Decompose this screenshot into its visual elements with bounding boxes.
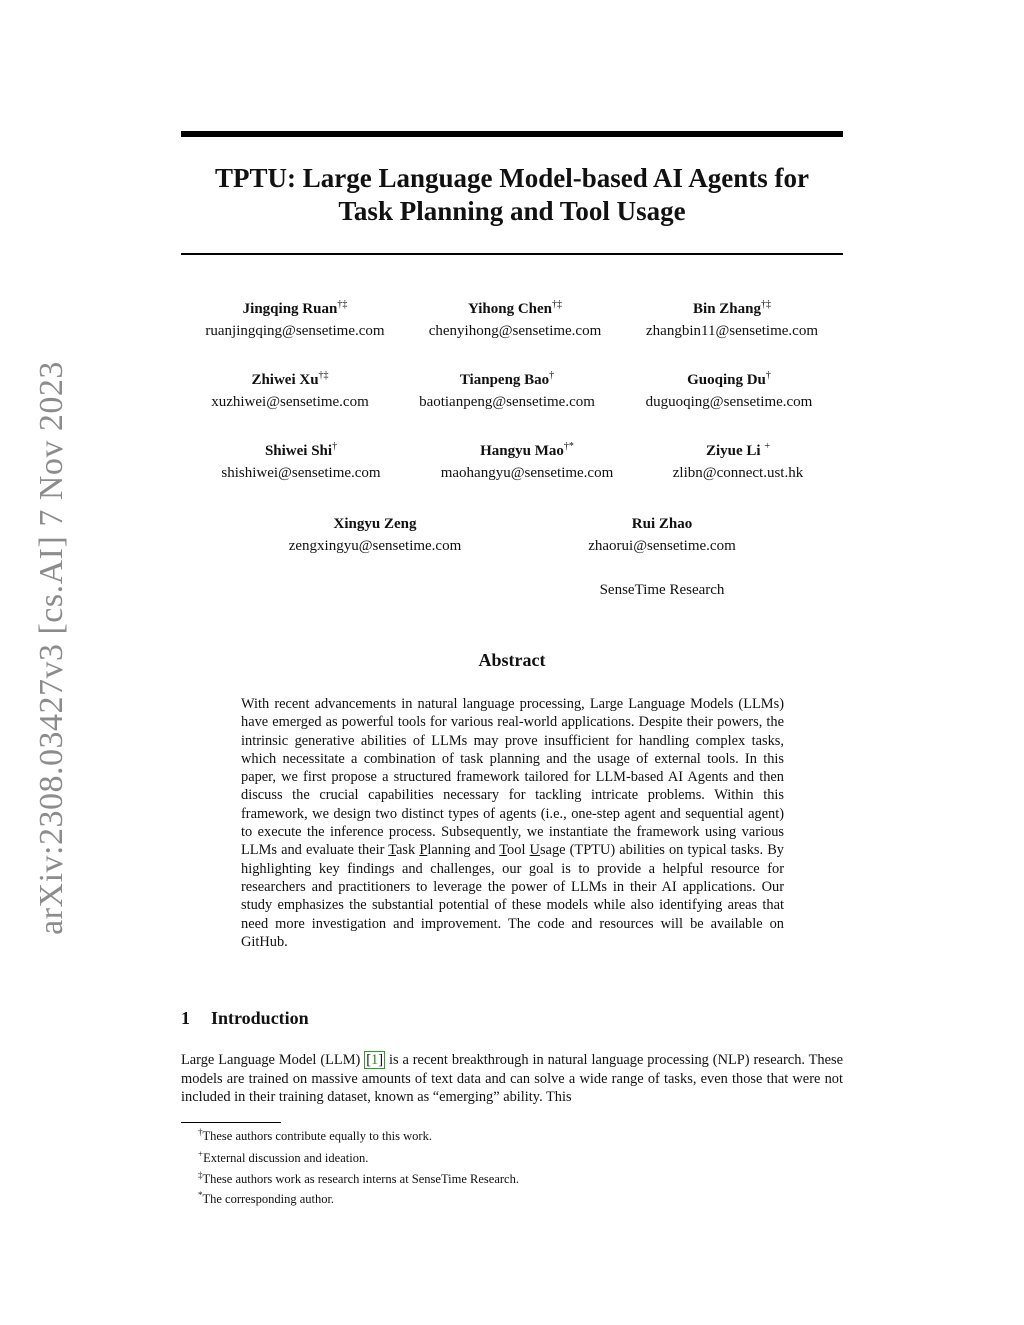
cite-bracket: [: [366, 1052, 372, 1068]
author-email: zlibn@connect.ust.hk: [672, 465, 804, 481]
arxiv-stamp: arXiv:2308.03427v3 [cs.AI] 7 Nov 2023: [33, 361, 70, 935]
intro-paragraph: [181, 1051, 843, 1107]
abstract-part: lanning and: [427, 842, 500, 859]
author-block: [562, 513, 762, 557]
author-email: zhaorui@sensetime.com: [588, 538, 736, 554]
author-marks: †: [765, 370, 771, 381]
title-line-1: TPTU: Large Language Model-based AI Agents for: [215, 163, 809, 193]
author-email: shishiwei@sensetime.com: [221, 465, 381, 481]
author-block: [195, 298, 395, 342]
underlined-letter: T: [499, 842, 508, 859]
affiliation: SenseTime Research: [599, 582, 725, 598]
author-email: xuzhiwei@sensetime.com: [211, 394, 369, 410]
author-name: Yihong Chen: [467, 301, 553, 317]
footnote: [198, 1128, 432, 1144]
cite-number: 1: [371, 1052, 379, 1068]
footnote-text: These authors contribute equally to this work.: [202, 1129, 432, 1143]
footnote: [198, 1150, 368, 1166]
abstract-part: With recent advancements in natural language processing, Large Language Models (LLMs) have emerged as powerful tools for various real-world applications. Despite their powers, the intrinsic generative abilities of LLMs may prove insufficient for handling complex tasks, which necessitate a combination of task planning and the usage of external tools. In this paper, we first propose a structured framework tailored for LLM-based AI Agents and then discuss the crucial capabilities necessary for tackling intricate problems. Within this framework, we design two distinct types of agents (i.e., one-step agent and sequential agent) to execute the inference process. Subsequently, we instantiate the framework using various LLMs and evaluate their: [241, 696, 784, 859]
underlined-letter: P: [419, 842, 428, 859]
author-email: ruanjingqing@sensetime.com: [205, 323, 385, 339]
author-block: [190, 369, 390, 413]
author-email: baotianpeng@sensetime.com: [419, 394, 595, 410]
author-email: duguoqing@sensetime.com: [645, 394, 813, 410]
author-marks: †: [332, 441, 338, 452]
footnote-text: These authors work as research interns at SenseTime Research.: [202, 1172, 519, 1186]
author-name: Zhiwei Xu: [251, 372, 319, 388]
author-marks: †‡: [552, 299, 563, 310]
title-bottom-rule: [181, 253, 843, 255]
footnote-rule: [181, 1122, 281, 1123]
author-block: [415, 298, 615, 342]
author-name: Bin Zhang: [693, 301, 761, 317]
abstract-part: sage (TPTU) abilities on typical tasks. By highlighting key findings and challenges, our goal is to provide a helpful resource for researchers and practitioners to leverage the power of LLMs in their AI applications. Our study emphasizes the substantial potential of these models while also identifying areas that need more investigation and improvement. The code and resources will be available on GitHub.: [241, 842, 784, 950]
author-marks: †*: [563, 441, 574, 452]
author-marks: †‡: [760, 299, 771, 310]
footnote-mark: ‡: [198, 1170, 203, 1180]
author-name: Xingyu Zeng: [333, 516, 417, 532]
underlined-letter: U: [529, 842, 540, 859]
abstract-text: [241, 695, 784, 951]
section-heading: [181, 1008, 309, 1029]
author-email: chenyihong@sensetime.com: [428, 323, 602, 339]
author-marks: †: [549, 370, 555, 381]
author-email: zengxingyu@sensetime.com: [288, 538, 462, 554]
author-block: [632, 298, 832, 342]
underlined-letter: T: [388, 842, 397, 859]
author-name: Ziyue Li: [706, 443, 761, 459]
author-marks: †‡: [318, 370, 329, 381]
footnote-mark: *: [198, 1190, 203, 1200]
footnote: [198, 1171, 519, 1187]
author-name: Rui Zhao: [631, 516, 693, 532]
author-block: [201, 440, 401, 484]
cite-bracket: ]: [378, 1052, 384, 1068]
abstract-part: ool: [507, 842, 530, 859]
title-line-2: Task Planning and Tool Usage: [338, 196, 686, 226]
footnote-mark: †: [198, 1127, 203, 1137]
title-top-rule: [181, 131, 843, 137]
footnote-text: The corresponding author.: [202, 1192, 335, 1206]
author-email: zhangbin11@sensetime.com: [646, 323, 818, 339]
abstract-heading: Abstract: [478, 650, 546, 670]
author-name: Shiwei Shi: [264, 443, 333, 459]
intro-text: Large Language Model (LLM): [181, 1052, 365, 1068]
author-block: [638, 440, 838, 484]
intro-text: is a recent breakthrough in natural language processing (NLP) research. These models are trained on massive amounts of text data and can solve a wide range of tasks, even those that were not included in their training dataset, known as “emerging” ability. This: [181, 1052, 844, 1105]
footnote: [198, 1191, 334, 1207]
author-block: [629, 369, 829, 413]
paper-title: [181, 162, 843, 228]
section-number: 1: [181, 1008, 190, 1028]
citation-link[interactable]: [364, 1051, 385, 1069]
author-marks: †‡: [337, 299, 348, 310]
footnote-mark: +: [198, 1149, 204, 1159]
author-name: Jingqing Ruan: [242, 301, 338, 317]
author-email: maohangyu@sensetime.com: [440, 465, 614, 481]
author-block: [427, 440, 627, 484]
author-block: [407, 369, 607, 413]
footnote-text: External discussion and ideation.: [203, 1151, 369, 1165]
author-block: [275, 513, 475, 557]
author-name: Tianpeng Bao: [459, 372, 550, 388]
abstract-part: ask: [396, 842, 420, 859]
author-name: Hangyu Mao: [480, 443, 564, 459]
author-marks: +: [764, 441, 770, 452]
section-title: Introduction: [211, 1008, 309, 1028]
author-name: Guoqing Du: [687, 372, 766, 388]
